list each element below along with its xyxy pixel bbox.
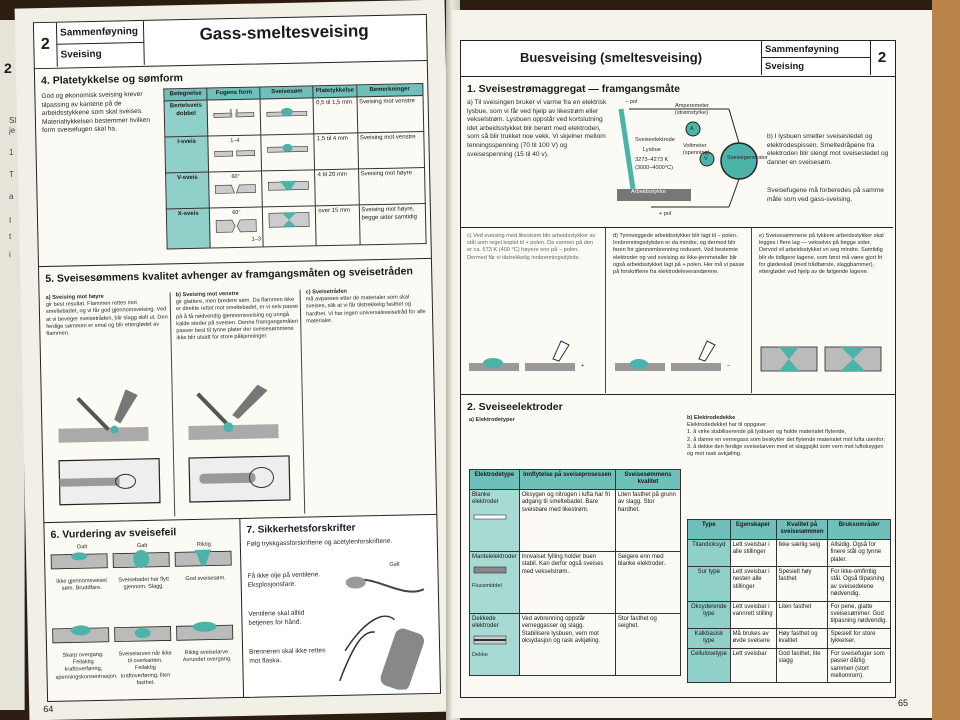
- col-header: Bruksområder: [828, 520, 891, 540]
- subsection-title: a) Elektrodetyper: [469, 417, 515, 423]
- col-header: Sveisesøm: [260, 86, 313, 100]
- safety-rule: Brenneren skal ikke rettes mot flaska.: [249, 647, 326, 665]
- diagram-label: Sveiseelektrode: [635, 137, 675, 143]
- table-cell: Sveising mot venstre: [357, 132, 424, 169]
- fault-description: Sveiselarven når ikke til overkanten. Feilaktig kraftoverføring, liten fasthet.: [118, 650, 172, 686]
- table-cell: Spesielt høy fasthet: [776, 567, 828, 602]
- list-item: 1. å virke stabiliserende på lysbuen og holde materialet flytende,: [687, 429, 847, 436]
- dimension-label: 60°: [232, 210, 241, 217]
- subsection-title: b) Elektrodedekke: [687, 415, 736, 421]
- diagram-label: Sveisegenerator: [727, 155, 768, 161]
- col-header: Elektrodetype: [470, 470, 520, 490]
- table-cell: Oksygen og nitrogen i lufta har fri adgang til smeltebadet. Bare sveisbare med likestrøm.: [519, 489, 615, 551]
- label-wrong: Galt: [136, 542, 148, 550]
- joint-drawing: [210, 207, 264, 248]
- section-text: a) Til sveisingen bruker vi varme fra en elektrisk lysbue, som vi får ved hjelp av likestrøm eller vekselstrøm. Lysbuen oppstår ved kortslutning idet arbeidsstykket blir berørt med elektroden, som så blir trukket noe vekk. Vi skjelner mellom tenningsspenning (70 til 100 V) og sveisespenning (15 til 40 v).: [467, 99, 607, 158]
- joint-drawing: [208, 99, 262, 136]
- electrode-type: Blanke elektroder: [472, 491, 499, 506]
- subsection-intro: Elektrodedekket har til oppgave:: [687, 422, 767, 429]
- page-number: 65: [898, 698, 909, 708]
- table-cell: Lett sveisbar i vannrett stilling: [730, 601, 776, 628]
- column-text: gir best resultat. Flammen rettes mot smeltebadet, og vi får god gjennomsveising. Ved at vi beveger sveisetråden, blir slagg skilt ut. Den ferdige sømmen er smal og blir etterglødet av flammen.: [45, 300, 168, 338]
- left-page: [15, 0, 460, 720]
- section-heading: 2. Sveiseelektroder: [467, 401, 563, 413]
- table-cell: Lett sveisbar i nesten alle stillinger: [730, 567, 776, 602]
- section-text: God og økonomisk sveising krever tilpassing av kantene på de arbeidsstykkene som skal sveises. Materialtykkelsen bestemmer hvilken form sveisefugen skal ha.: [41, 90, 151, 135]
- section-heading: 6. Vurdering av sveisefeil: [50, 526, 177, 541]
- safety-rule: Ventilene skal alltid betjenes for hånd.: [248, 609, 305, 627]
- right-header: [460, 40, 896, 78]
- electrode-drawing: [472, 631, 508, 649]
- fault-description: Skarp overgang. Feilaktig kraftoverføring, spenningskonsentrasjon.: [55, 651, 118, 681]
- table-cell: For sveisefuger som passer dårlig sammen (stort mellomrom).: [828, 648, 891, 683]
- label-correct: Riktig: [196, 541, 211, 548]
- weld-drawing: [261, 134, 315, 171]
- table-cell: X-sveis: [166, 208, 210, 249]
- table-cell: Oksyderende type: [688, 601, 731, 628]
- column-d: [607, 227, 752, 393]
- table-cell: [470, 489, 520, 551]
- table-cell: Sveising mot venstre: [357, 96, 424, 133]
- diagram-label: − pol: [625, 99, 638, 105]
- previous-page-number: 2: [4, 60, 12, 76]
- diagram-label: (3000–4000°C): [635, 165, 674, 171]
- fragment: i: [9, 250, 11, 259]
- welding-illustration: [178, 384, 301, 514]
- table-cell: Seigere enn med blanke elektroder.: [615, 551, 680, 613]
- electrode-type: Dekkede elektroder: [472, 615, 499, 630]
- header-topic: Sammenføyning: [56, 21, 144, 45]
- diagram-label: Amperemeter (strømstyrke): [675, 103, 709, 117]
- col-header: Kvalitet på sveisesømmen: [776, 520, 828, 540]
- fault-description: God sveisesøm.: [185, 575, 226, 583]
- table-cell: Stor fasthet og seighet.: [615, 613, 680, 675]
- section-text: Sveisefugene må forberedes på samme måte som ved gass-sveising.: [767, 187, 884, 203]
- pole-illustration: [463, 339, 603, 379]
- torch-and-cylinder-illustration: [333, 569, 435, 691]
- right-page: [452, 10, 932, 718]
- table-cell: 0,5 til 1,5 mm: [314, 97, 358, 134]
- column-text: e) Sveisesømmene på tykkere arbeidsstykker skal legges i flere lag — vekselvis på begge sider. Dervod vil arbeidsstykket vri seg mindre. Samtidig blir de tidligere lagene, som først må være gjort fri for glødeskall (med trådbørste, slaggbammer), etterglødet ved hjelp av de følgende lagene.: [759, 233, 884, 276]
- col-header: Innflytelse på sveiseprosessen: [519, 470, 615, 490]
- fault-description: Riktig sveiselarve. Avrundet overgang.: [182, 649, 232, 664]
- table-cell: Cellulosetype: [688, 648, 731, 683]
- table-cell: Sveising mot høyre, begge sider samtidig: [359, 204, 426, 245]
- pole-illustration: [609, 339, 749, 379]
- table-cell: Spesielt for store tykkelser.: [828, 628, 891, 648]
- section-6: [43, 518, 245, 702]
- fragment: t: [9, 232, 12, 241]
- column-text: d) Tynnveggede arbeidsstykker blir lagt til − polen. Innbrenningsdybden er da mindre, og dermed blir faren for gjennombrenning redusert. Ved bestemte elektroder og ved sveising av ikke-jernmetaller blir også arbeidsstykket lagt på + polen. Her må vi passe på forskriftene fra elektrodeleverandørene.: [613, 233, 745, 276]
- joint-drawing: [209, 171, 263, 208]
- table-cell: For pene, glatte sveisesømmer. God tilpasning nødvendig.: [828, 601, 891, 628]
- table-cell: For ikke-omfintlig stål. Også tilpasning av sveisedelene nødvendig.: [828, 567, 891, 602]
- welding-illustration: [48, 386, 171, 516]
- column-text: gir glattere, men bredere søm. Da flammen ikke er direkte rettet mot smeltebadet, er vi selv passe på å få nødvendig gjennomsveising og unngå kalde steder på sveisen. Denne framgangsmåten passer best til tynne plater der sveisesømmene ikke blir utsatt for store påkjenninger.: [175, 296, 299, 342]
- diagram-label: Lysbue: [643, 147, 661, 153]
- section-heading: 7. Sikkerhetsforskrifter: [246, 522, 356, 536]
- book-cover-edge: [932, 0, 960, 720]
- fragment: Sl: [9, 116, 17, 125]
- fragment: T: [9, 170, 14, 179]
- table-cell: Ved avbrenning oppstår verneggasser og slagg. Stabilisere lysbuen, vern mot oksydasjon og rask avkjøling.: [519, 613, 615, 675]
- table-cell: Liten fasthet på grunn av slagg. Stor hardhet.: [615, 489, 680, 551]
- table-cell: Må brukes av øvde sveisere: [730, 628, 776, 648]
- page-title: Buesveising (smeltesveising): [461, 41, 762, 75]
- chapter-number: 2: [877, 49, 887, 66]
- table-cell: Liten fasthet: [776, 601, 828, 628]
- table-cell: V-sveis: [166, 172, 210, 209]
- diagram-label: Voltmeter (spenning): [683, 143, 710, 157]
- col-header: Platetykkelse: [313, 85, 356, 98]
- section-heading: 4. Platetykkelse og sømform: [40, 72, 184, 88]
- electrode-drawing: [472, 561, 508, 579]
- label-wrong: Galt: [76, 544, 88, 551]
- electrode-types-table: [469, 469, 681, 676]
- list-item: 2. å danne en vernegass som beskytter det flytende materialet mot lufta utenfor;: [687, 436, 886, 443]
- column-text: må avpasses etter de materialer som skal sveises, slik at vi får tilstrekkelig fasthet og hardhet. Vi har ingen universalsveisetråd for alle materialer.: [305, 294, 426, 325]
- weld-drawing: [263, 206, 317, 247]
- column-title: c) Sveisetråden: [305, 288, 348, 296]
- diagram-label: + pol: [659, 211, 672, 217]
- electrode-part-label: Dekke: [472, 652, 488, 659]
- table-cell: over 15 mm: [316, 205, 360, 246]
- diagram-label: 3273–4273 K: [635, 157, 669, 163]
- section-heading: 1. Sveisestrømaggregat — framgangsmåte: [467, 83, 680, 95]
- weld-drawing: [262, 170, 316, 207]
- col-header: Betegnelse: [164, 88, 208, 101]
- table-cell: Bertelsveis dobbel: [164, 100, 208, 137]
- diagram-label: V: [704, 156, 708, 162]
- column-b: [176, 290, 306, 517]
- column-title: a) Sveising mot høyre: [45, 293, 104, 301]
- section-2: [460, 394, 896, 698]
- table-cell: Høy fasthet og kvalitet: [776, 628, 828, 648]
- multilayer-weld-illustration: [755, 341, 891, 381]
- electrode-coating: [687, 415, 891, 458]
- table-cell: Lett sveisbar: [730, 648, 776, 683]
- fragment: a: [9, 192, 14, 201]
- dimension-label: 60°: [231, 174, 240, 181]
- column-c: [461, 227, 606, 393]
- table-cell: Titandioksyd: [688, 539, 731, 566]
- column-a: [46, 292, 176, 519]
- fault-description: Sveisebadet har flytt gjennom. Slagg.: [118, 576, 169, 591]
- weld-drawing: [261, 98, 315, 135]
- page-number: 64: [43, 703, 54, 715]
- col-header: Egenskaper: [730, 520, 776, 540]
- page-title: Gass-smeltesveising: [199, 21, 369, 44]
- list-item: 3. å dekke den ferdige sveiselarven med et slaggsjikt som vern mot luftoksygen og mot rask avkjøling.: [687, 443, 884, 458]
- pole-sign: −: [727, 363, 731, 369]
- safety-intro: Følg trykkgassforskriftene og acetylenforskriftene.: [246, 537, 393, 548]
- dimension-label: 1–4: [230, 138, 240, 145]
- table-cell: Sur type: [688, 567, 731, 602]
- table-cell: I-sveis: [165, 136, 209, 173]
- fragment: je: [9, 126, 16, 135]
- section-heading: 5. Sveisesømmens kvalitet avhenger av framgangsmåten og sveisetråden: [45, 265, 413, 285]
- electrode-drawing: [472, 507, 508, 527]
- col-header: Type: [688, 520, 731, 540]
- table-cell: Lett sveisbar i alle stillinger: [730, 539, 776, 566]
- fragment: 1: [9, 148, 14, 157]
- col-header: Sveisesømmens kvalitet: [615, 470, 680, 490]
- table-cell: 4 til 20 mm: [315, 169, 359, 206]
- header-subtopic: Sveising: [56, 43, 144, 67]
- column-text: c) Ved sveising med likestrøm blir arbeidsstykker av stål som regel koplet til + polen. Da varmen på den er ca. 673 K (400 °C) høyere enn på − polen. Dermed får vi tilstrekkelig innbrenningsdybde.: [467, 233, 596, 261]
- electrode-coating-table: [687, 519, 891, 683]
- table-cell: Innvalset fylling holder buen stabil. Kan derfor også sveises med vekselstrøm.: [519, 551, 615, 613]
- joint-drawing: [208, 135, 262, 172]
- pole-sign: +: [581, 363, 585, 369]
- header-topic: Sammenføyning: [761, 41, 871, 58]
- label-wrong: Galt: [389, 561, 400, 568]
- diagram-label: A: [690, 126, 694, 132]
- column-e: [753, 227, 893, 393]
- dimension-label: 1–3: [251, 236, 262, 243]
- diagram-label: Arbeidsstykke: [631, 189, 666, 195]
- table-cell: Kalkbasisk type: [688, 628, 731, 648]
- section-1: [460, 76, 896, 396]
- table-cell: [470, 613, 520, 675]
- safety-rule: Få ikke olje på ventilene. Eksplosjonsfare.: [247, 571, 321, 589]
- section-7: [239, 514, 441, 698]
- electrode-type: Mantelelektroder: [472, 553, 517, 560]
- chapter-number: 2: [34, 23, 58, 67]
- fault-description: Ikke gjennomsveiset søm. Bruddfare.: [56, 577, 108, 592]
- column-c: [306, 287, 427, 326]
- section-5: [38, 258, 437, 524]
- table-cell: Ikke særlig seig: [776, 539, 828, 566]
- table-cell: Sveising mot høyre: [358, 168, 425, 205]
- joint-form-table: [163, 83, 426, 250]
- fragment: I: [9, 216, 12, 225]
- section-4: [34, 60, 432, 268]
- column-title: b) Sveising mot venstre: [175, 290, 239, 299]
- electrode-part-label: Flussmiddel: [472, 582, 502, 589]
- table-cell: Allsidig. Også for finere stål og tynne plater.: [828, 539, 891, 566]
- table-cell: 1,5 til 4 mm: [314, 133, 358, 170]
- col-header: Bemerkninger: [356, 84, 423, 98]
- section-text: b) I lysbuen smelter sveisestedet og elektrodespissen. Smeltedråpene fra elektroden blir slengt mot sveisestedet og danner en sveisesøm.: [767, 133, 889, 166]
- table-cell: [470, 551, 520, 613]
- header-subtopic: Sveising: [761, 58, 871, 75]
- table-cell: God fasthet, lite slagg: [776, 648, 828, 683]
- col-header: Fugens form: [207, 87, 260, 101]
